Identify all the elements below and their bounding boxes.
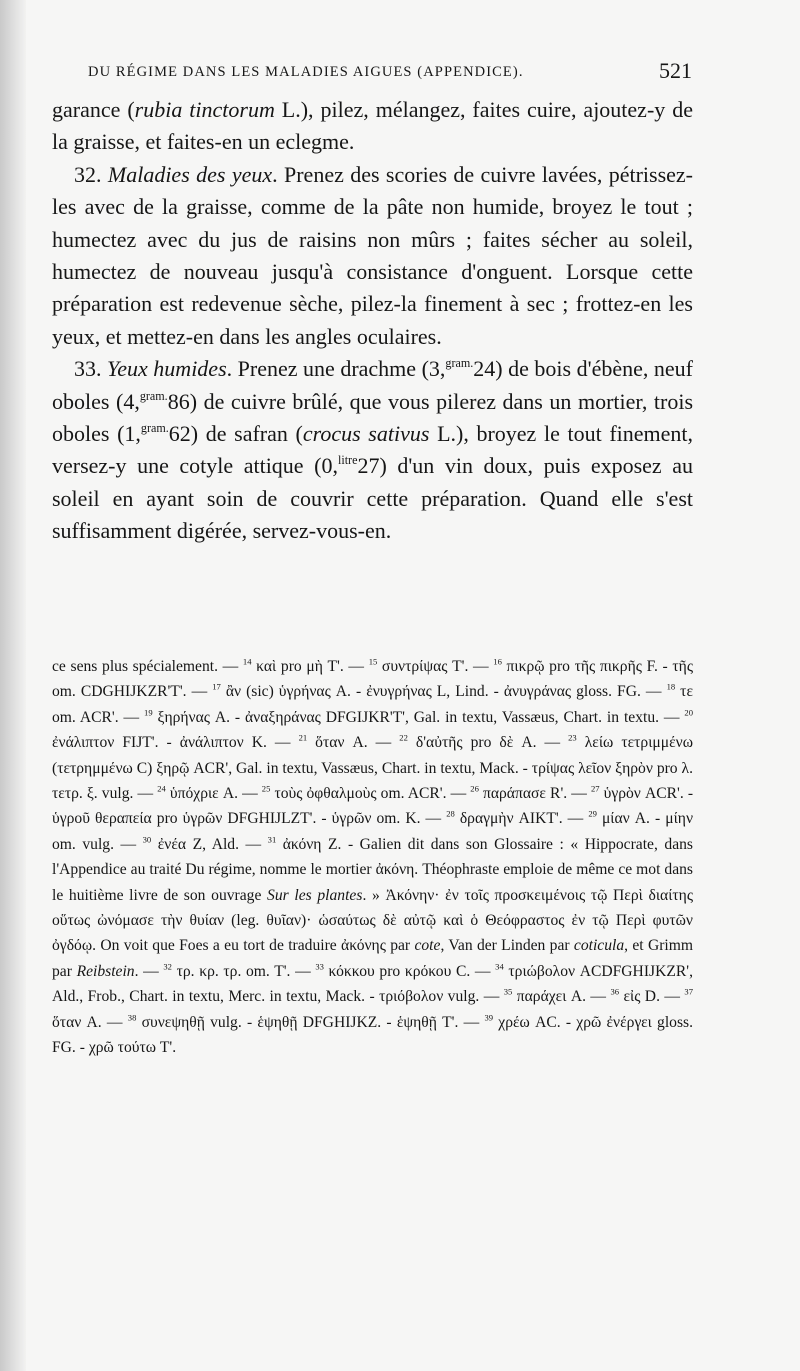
note-number: 37 <box>684 986 693 997</box>
note-number: 14 <box>242 656 252 667</box>
note-number: 23 <box>568 732 577 743</box>
note-number: 33 <box>315 961 324 972</box>
unit-superscript: litre <box>337 453 358 468</box>
note-number: 18 <box>666 681 676 692</box>
note-number: 35 <box>503 986 513 997</box>
italic-term: Reibstein <box>76 962 135 980</box>
note-number: 25 <box>261 783 271 794</box>
note-number: 22 <box>399 732 408 743</box>
note-number: 20 <box>684 707 693 718</box>
paragraph-number: 32. <box>74 161 108 187</box>
note-number: 34 <box>495 961 504 972</box>
running-head: DU RÉGIME DANS LES MALADIES AIGUES (APPENDICE). <box>88 64 524 80</box>
latin-name: crocus sativus <box>302 421 430 447</box>
note-number: 31 <box>267 834 277 845</box>
footnote-text: ce sens plus spécialement. — $^{14}$ καὶ pro μὴ T'. — $^{15}$ συντρίψας T'. — $^{16}$ πικρῷ pro τῆς πικρῆς F. - τῆς om. CDGHIJKZR'T'. — $^{17}$ ἂν (sic) ὑγρήνας A. - ἐνυγρήνας L, Lind. - ἀνυγράνας gloss. FG. — $^{18}$ τε om. ACR'. — $^{19}$ ξηρήνας A. - ἀναξηράνας DFGIJKR'T', Gal. in textu, Vassæus, Chart. in textu. — $^{20}$ ἐνάλιπτον FIJT'. - ἀνάλιπτον K. — $^{21}$ ὅταν A. — $^{22}$ δ'αὐτῆς pro δὲ A. — $^{23}$ λείω τετριμμένω (τετρημμένω C) ξηρῷ ACR', Gal. in textu, Vassæus, Chart. in textu, Mack. - τρίψας λεῖον ξηρὸν pro λ. τετρ. ξ. vulg. — $^{24}$ ὑπόχριε A. — $^{25}$ τοὺς ὀφθαλμοὺς om. ACR'. — $^{26}$ παράπασε R'. — $^{27}$ ὑγρὸν ACR'. - ὑγροῦ θεραπεία pro ὑγρῶν DFGHIJLZT'. - ὑγρῶν om. K. — $^{28}$ δραγμὴν AIKT'. — $^{29}$ μίαν A. - μίην om. vulg. — $^{30}$ ἐνέα Z, Ald. — $^{31}$ ἀκόνη Z. - Galien dit dans son Glossaire : « Hippocrate, dans l'Appendice au traité Du régime, nomme le mortier ἀκόνη. Théophraste emploie de même ce mot dans le huitième livre de son ouvrage Sur les plantes. » Ἀκόνην· ἐν τοῖς προσκειμένοις τῷ Περὶ διαίτης οὕτως ὠνόμασε τὴν θυίαν (leg. θυῖαν)· ὡσαύτως δὲ αὐτῷ καὶ ὁ Θεόφραστος ἐν τῷ Περὶ φυτῶν ὀγδόῳ. On voit que Foes a eu tort de traduire ἀκόνης par cote, Van der Linden par coticula, et Grimm par Reibstein. — $^{32}$ τρ. κρ. τρ. om. T'. — $^{33}$ κόκκου pro κρόκου C. — $^{34}$ τριώβολον ACDFGHIJKZR', Ald., Frob., Chart. in textu, Merc. in textu, Mack. - τριόβολον vulg. — $^{35}$ παράχει A. — $^{36}$ εἰς D. — $^{37}$ ὅταν A. — $^{38}$ συνεψηθῇ vulg. - ἑψηθῇ DFGHIJKZ. - ἑψηθῇ T'. — $^{39}$ χρέω AC. - χρῶ ἐνέργει gloss. FG. - χρῶ τούτω T'. <box>52 656 694 1057</box>
note-number: 26 <box>470 783 479 794</box>
paragraph-continuation: garance (rubia tinctorum L.), pilez, mélangez, faites cuire, ajoutez-y de la graisse, et faites-en un eclegme. <box>52 97 693 155</box>
binding-gutter <box>0 0 26 1371</box>
note-number: 24 <box>157 783 166 794</box>
page-number: 521 <box>659 58 692 83</box>
italic-term: cote <box>414 937 441 955</box>
section-title: Maladies des yeux <box>107 161 273 187</box>
latin-name: rubia tinctorum <box>134 97 275 122</box>
paragraph-33: 33. Yeux humides. Prenez une drachme (3,$^{gram.}$24) de bois d'ébène, neuf oboles (4,$^{gram.}$86) de cuivre brûlé, que vous pilerez dans un mortier, trois oboles (1,$^{gram.}$62) de safran (crocus sativus L.), broyez le tout finement, versez-y une cotyle attique (0,$^{litre}$27) d'un vin doux, puis exposez au soleil en ayant soin de couvrir cette préparation. Quand elle s'est suffisamment digérée, servez-vous-en. <box>52 356 694 544</box>
section-title: Yeux humides <box>107 356 227 382</box>
unit-superscript: gram. <box>140 421 169 435</box>
note-number: 15 <box>368 656 378 667</box>
paragraph-32: 32. Maladies des yeux. Prenez des scories de cuivre lavées, pétrissez-les avec de la graisse, comme de la pâte non humide, broyez le tout ; humectez avec du jus de raisins non mûrs ; faites sécher au soleil, humectez de nouveau jusqu'à consistance d'onguent. Lorsque cette préparation est redevenue sèche, pilez-la finement à sec ; frottez-en les yeux, et mettez-en dans les angles oculaires. <box>52 161 693 349</box>
note-number: 38 <box>127 1012 137 1023</box>
note-number: 28 <box>446 809 455 820</box>
unit-superscript: gram. <box>139 388 168 403</box>
book-title: Sur les plantes <box>267 886 363 904</box>
note-number: 17 <box>212 681 221 692</box>
note-number: 32 <box>163 961 172 972</box>
note-number: 16 <box>493 656 502 667</box>
note-number: 39 <box>484 1012 494 1023</box>
italic-term: coticula <box>573 937 625 955</box>
footnotes <box>52 654 693 1061</box>
note-number: 19 <box>144 707 153 718</box>
note-number: 30 <box>142 834 152 845</box>
note-number: 36 <box>610 986 620 997</box>
paragraph-number: 33. <box>74 356 108 382</box>
note-number: 21 <box>298 732 308 743</box>
main-text <box>52 94 693 548</box>
note-number: 29 <box>588 809 597 820</box>
unit-superscript: gram. <box>445 356 474 371</box>
note-number: 27 <box>590 783 600 794</box>
page-header <box>52 58 692 88</box>
